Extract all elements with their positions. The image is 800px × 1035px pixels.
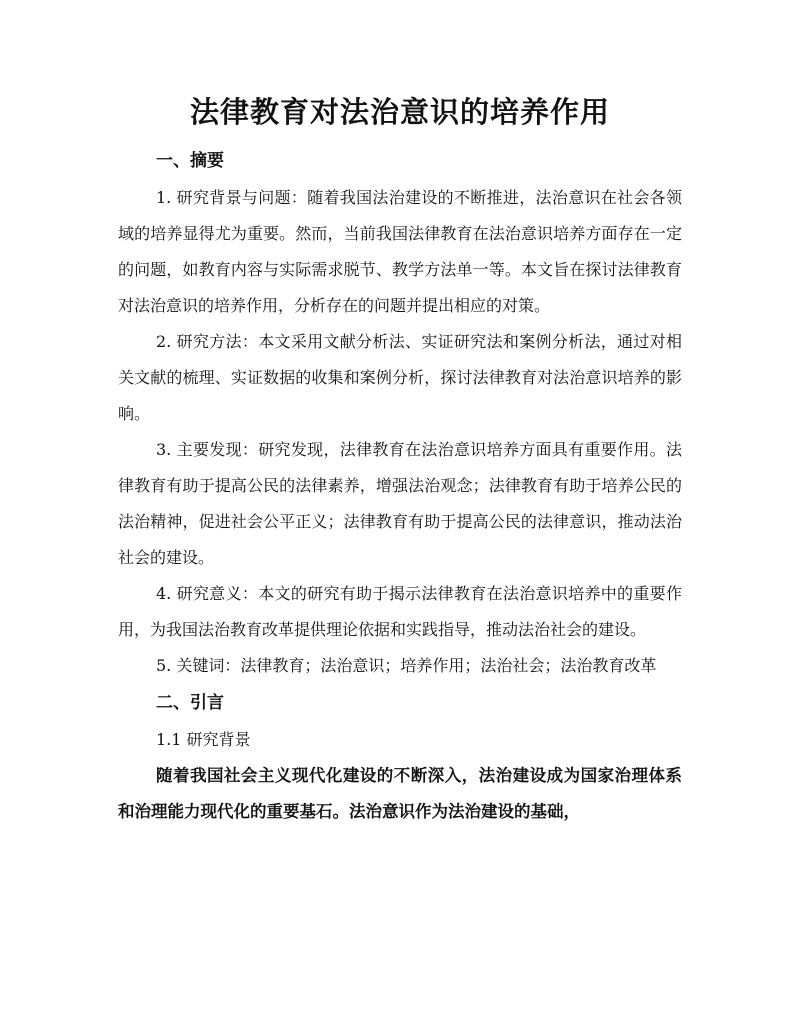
introduction-paragraph: 随着我国社会主义现代化建设的不断深入，法治建设成为国家治理体系和治理能力现代化的重要基石。法治意识作为法治建设的基础， [118,766,682,821]
document-title: 法律教育对法治意识的培养作用 [189,95,610,129]
section-heading-abstract: 一、摘要 [156,151,224,171]
abstract-paragraph-keywords: 5. 关键词：法律教育；法治意识；培养作用；法治社会；法治教育改革 [156,656,657,675]
abstract-paragraph-significance: 4. 研究意义：本文的研究有助于揭示法律教育在法治意识培养中的重要作用，为我国法治教育改革提供理论依据和实践指导，推动法治社会的建设。 [118,584,682,639]
abstract-paragraph-background: 1. 研究背景与问题：随着我国法治建设的不断推进，法治意识在社会各领域的培养显得尤为重要。然而，当前我国法律教育在法治意识培养方面存在一定的问题，如教育内容与实际需求脱节、教学方法单一等。本文旨在探讨法律教育对法治意识的培养作用，分析存在的问题并提出相应的对策。 [118,188,682,315]
section-heading-introduction: 二、引言 [156,693,224,713]
subsection-heading-background: 1.1 研究背景 [156,730,251,749]
abstract-paragraph-findings: 3. 主要发现：研究发现，法律教育在法治意识培养方面具有重要作用。法律教育有助于提高公民的法律素养，增强法治观念；法律教育有助于培养公民的法治精神，促进社会公平正义；法律教育有助于提高公民的法律意识，推动法治社会的建设。 [118,440,682,567]
abstract-paragraph-methods: 2. 研究方法：本文采用文献分析法、实证研究法和案例分析法，通过对相关文献的梳理、实证数据的收集和案例分析，探讨法律教育对法治意识培养的影响。 [118,332,682,423]
document-body [118,142,682,830]
